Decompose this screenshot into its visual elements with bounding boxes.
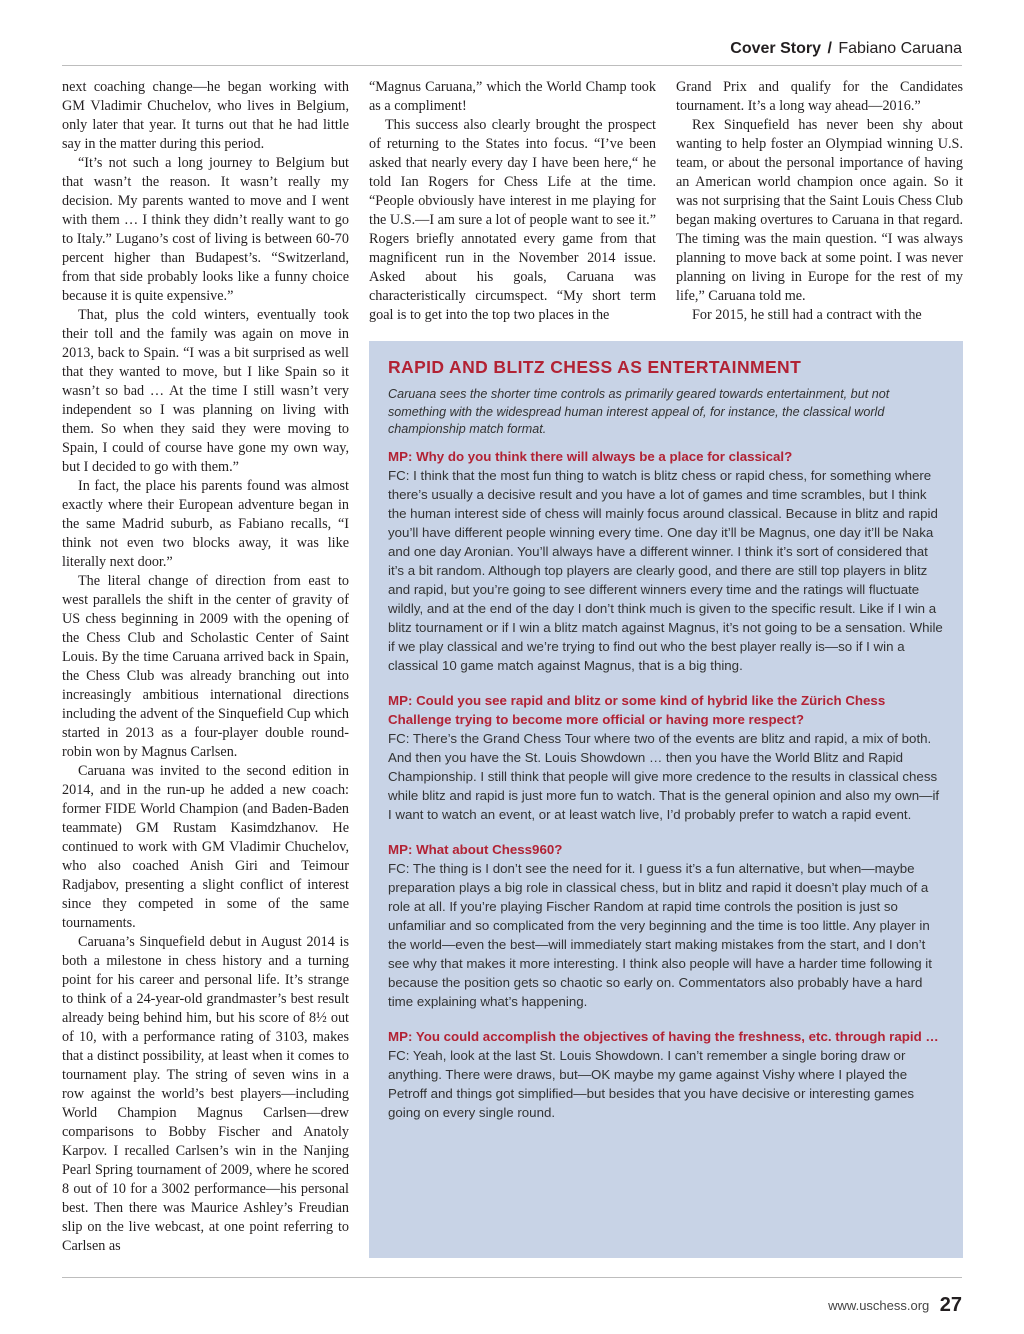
running-header	[730, 40, 962, 58]
article-column-2	[369, 78, 656, 325]
page-number: 27	[939, 1294, 962, 1316]
question: MP: What about Chess960?	[388, 841, 563, 857]
header-rule	[62, 65, 962, 66]
question: MP: Could you see rapid and blitz or some kind of hybrid like the Zürich Chess Challenge trying to become more official or having more respect?	[388, 692, 886, 727]
qa-item	[388, 1027, 943, 1122]
question: MP: You could accomplish the objectives of having the freshness, etc. through rapid …	[388, 1028, 939, 1044]
header-separator: /	[827, 40, 832, 57]
answer: FC: There’s the Grand Chess Tour where two of the events are blitz and rapid, a mix of both. And then you have the St. Louis Showdown … then you have the World Blitz and Rapid Championship. I still think that people will give more credence to the results in classical chess while blitz and rapid is just more fun to watch. That is the general opinion and also my own—if I want to watch an event, or at least watch live, I’d probably prefer to watch a rapid event.	[388, 730, 940, 822]
paragraph: In fact, the place his parents found was almost exactly where their European adventure began in the same Madrid suburb, as Fabiano recalls, “I think not even two blocks away, it was like literally next door.”	[62, 478, 349, 570]
paragraph: Grand Prix and qualify for the Candidates tournament. It’s a long way ahead—2016.”	[676, 79, 963, 114]
paragraph: “It’s not such a long journey to Belgium but that wasn’t the reason. It wasn’t really my decision. My parents wanted to move and I went with them … I think they didn’t really want to go to Italy.” Lugano’s cost of living is between 60-70 percent higher than Budapest’s. “Switzerland, from that side probably looks like a funny choice because it is quite expensive.”	[62, 155, 349, 304]
footer-rule	[62, 1277, 962, 1278]
answer: FC: The thing is I don’t see the need for it. I guess it’s a fun alternative, but when—maybe preparation plays a big role in classical chess, but in blitz and rapid it doesn’t play much of a role at all. If you’re playing Fischer Random at rapid time controls the position is just so unfamiliar and so complicated from the very beginning and the time is too little. Any player in the world—even the best—will immediately start making mistakes from the start, and I don’t see why that makes it more interesting. I think also people will have a harder time following it because the position gets so chaotic so early on. Commentators also probably have a hard time explaining what’s happening.	[388, 860, 932, 1009]
paragraph: This success also clearly brought the prospect of returning to the States into focus. “I’ve been asked that nearly every day I have been here,“ he told Ian Rogers for Chess Life at the time. “People obviously have interest in me playing for the U.S.—I am sure a lot of people want to see it.” Rogers briefly annotated every game from that magnificent run in the November 2014 issue. Asked about his goals, Caruana was characteristically circumspect. “My short term goal is to get into the top two places in the	[369, 117, 656, 323]
paragraph: Rex Sinquefield has never been shy about wanting to help foster an Olympiad winning U.S. team, or about the personal importance of having an American world champion once again. So it was not surprising that the Saint Louis Chess Club began making overtures to Caruana in that regard. The timing was the main question. “I was always planning to move back at some point. I was never planning on living in Europe for the rest of my life,” Caruana told me.	[676, 117, 963, 304]
sidebar-box	[369, 341, 963, 1258]
question: MP: Why do you think there will always be a place for classical?	[388, 448, 793, 464]
footer-url: www.uschess.org	[828, 1298, 930, 1313]
paragraph: “Magnus Caruana,” which the World Champ took as a compliment!	[369, 79, 656, 114]
article-column-3	[676, 78, 963, 325]
sidebar-intro: Caruana sees the shorter time controls as primarily geared towards entertainment, but not something with the widespread human interest appeal of, for instance, the classical world championship match format.	[388, 387, 890, 436]
qa-item	[388, 691, 943, 824]
paragraph: The literal change of direction from east to west parallels the shift in the center of gravity of US chess beginning in 2009 with the opening of the Chess Club and Scholastic Center of Saint Louis. By the time Caruana arrived back in Spain, the Chess Club was already branching out into increasingly ambitious international directions including the advent of the Sinquefield Cup which started in 2013 as a four-player double round-robin won by Magnus Carlsen.	[62, 573, 349, 760]
header-section: Cover Story	[730, 40, 821, 57]
paragraph: Caruana was invited to the second edition in 2014, and in the run-up he added a new coach: former FIDE World Champion (and Baden-Baden teammate) GM Rustam Kasimdzhanov. He continued to work with GM Vladimir Chuchelov, who also coached Anish Giri and Teimour Radjabov, presenting a slight conflict of interest since they competed in some of the same tournaments.	[62, 763, 349, 931]
paragraph: next coaching change—he began working with GM Vladimir Chuchelov, who lives in Belgium, only later that year. It turns out that he had little say in the matter during this period.	[62, 79, 349, 152]
header-subject: Fabiano Caruana	[838, 40, 962, 57]
answer: FC: Yeah, look at the last St. Louis Showdown. I can’t remember a single boring draw or anything. There were draws, but—OK maybe my game against Vishy where I played the Petroff and things got simplified—but besides that you have decisive or interesting games going on every single round.	[388, 1047, 915, 1120]
sidebar-title: RAPID AND BLITZ CHESS AS ENTERTAINMENT	[388, 357, 802, 377]
paragraph: That, plus the cold winters, eventually took their toll and the family was again on move in 2013, back to Spain. “I was a bit surprised as well that they wanted to move, but I like Spain so it wasn’t so bad … At the time I still wasn’t very independent so I was planning on living with them. So when they said they were moving to Spain, I could of course have gone my own way, but I decided to go with them.”	[62, 307, 349, 475]
paragraph: For 2015, he still had a contract with the	[692, 307, 922, 323]
paragraph: Caruana’s Sinquefield debut in August 2014 is both a milestone in chess history and a turning point for his career and personal life. It’s strange to think of a 24-year-old grandmaster’s best result already being behind him, but his score of 8½ out of 10, with a performance rating of 3103, makes that a distinct possibility, at least when it comes to tournament play. The string of seven wins in a row against the world’s best players—including World Champion Magnus Carlsen—drew comparisons to Bobby Fischer and Anatoly Karpov. I recalled Carlsen’s win in the Nanjing Pearl Spring tournament of 2009, where he scored 8 out of 10 for a 3002 performance—his personal best. Then there was Maurice Ashley’s Freudian slip on the live webcast, at one point referring to Carlsen as	[62, 934, 349, 1254]
page-footer	[828, 1294, 962, 1317]
qa-item	[388, 447, 943, 675]
answer: FC: I think that the most fun thing to watch is blitz chess or rapid chess, for something where there’s usually a decisive result and you have a lot of games and time scrambles, but I think the human interest side of chess will mainly focus around classical. Because in blitz and rapid you’ll have different people winning every time. One day it’ll be Magnus, one day it’ll be Naka and one day Aronian. You’ll always have a different winner. I think it’s sort of considered that it’s a bit random. Although top players are clearly good, and there are still top players in blitz and rapid, but you’re going to see different winners every time and the ratings will fluctuate wildly, and at the end of the day I don’t think much is given to the specific result. Like if I win a blitz tournament or if I win a blitz match against Magnus, it’s not going to be a sensation. While if we play classical and we’re trying to find out who the best player really is—so if I win a classical 10 game match against Magnus, that is a big thing.	[388, 467, 943, 673]
article-column-1	[62, 78, 349, 1256]
qa-item	[388, 840, 943, 1011]
